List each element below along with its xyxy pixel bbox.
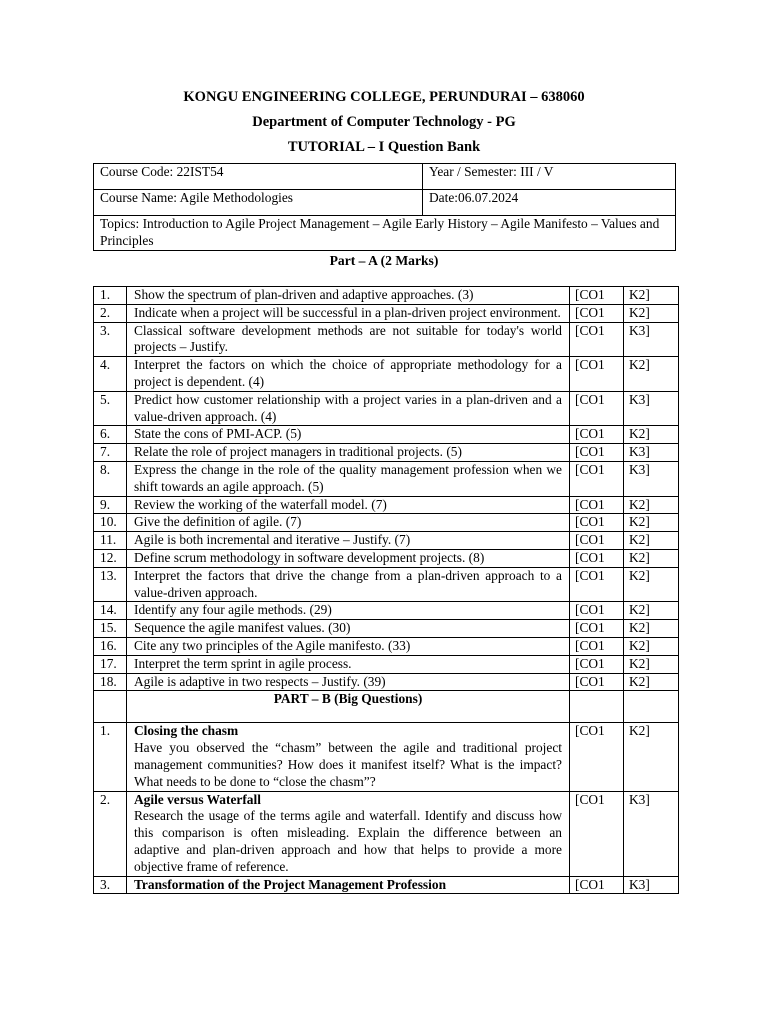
question-text: Interpret the factors that drive the change from a plan-driven approach to a value-driven approach. bbox=[127, 567, 570, 602]
question-number: 4. bbox=[94, 357, 127, 392]
question-row bbox=[94, 637, 679, 655]
question-text: State the cons of PMI-ACP. (5) bbox=[127, 426, 570, 444]
question-text: Predict how customer relationship with a project varies in a plan-driven and a value-driven approach. (4) bbox=[127, 391, 570, 426]
question-number: 13. bbox=[94, 567, 127, 602]
year-semester: Year / Semester: III / V bbox=[423, 164, 676, 190]
part-b-title: PART – B (Big Questions) bbox=[127, 691, 570, 723]
course-date: Date:06.07.2024 bbox=[423, 190, 676, 216]
knowledge-level: K2] bbox=[624, 637, 679, 655]
big-question-row bbox=[94, 723, 679, 791]
question-table bbox=[93, 286, 679, 894]
course-outcome: [CO1 bbox=[570, 567, 624, 602]
question-number: 15. bbox=[94, 620, 127, 638]
part-b-heading-row-group bbox=[94, 691, 679, 723]
question-row bbox=[94, 304, 679, 322]
course-outcome: [CO1 bbox=[570, 602, 624, 620]
question-text: Show the spectrum of plan-driven and adaptive approaches. (3) bbox=[127, 287, 570, 305]
knowledge-level: K3] bbox=[624, 791, 679, 876]
question-number: 9. bbox=[94, 496, 127, 514]
question-number: 5. bbox=[94, 391, 127, 426]
course-outcome: [CO1 bbox=[570, 391, 624, 426]
question-row bbox=[94, 620, 679, 638]
knowledge-level: K2] bbox=[624, 532, 679, 550]
question-row bbox=[94, 357, 679, 392]
question-text: Give the definition of agile. (7) bbox=[127, 514, 570, 532]
knowledge-level: K2] bbox=[624, 357, 679, 392]
knowledge-level: K3] bbox=[624, 322, 679, 357]
course-outcome: [CO1 bbox=[570, 723, 624, 791]
question-number: 8. bbox=[94, 461, 127, 496]
course-outcome: [CO1 bbox=[570, 532, 624, 550]
question-text: Identify any four agile methods. (29) bbox=[127, 602, 570, 620]
question-row bbox=[94, 549, 679, 567]
department-name: Department of Computer Technology - PG bbox=[252, 114, 516, 130]
knowledge-level: K2] bbox=[624, 287, 679, 305]
question-number: 1. bbox=[94, 723, 127, 791]
course-outcome: [CO1 bbox=[570, 496, 624, 514]
knowledge-level: K2] bbox=[624, 514, 679, 532]
question-row bbox=[94, 496, 679, 514]
question-text: Interpret the term sprint in agile process. bbox=[127, 655, 570, 673]
question-text: Agile is adaptive in two respects – Justify. (39) bbox=[127, 673, 570, 691]
big-question-row bbox=[94, 876, 679, 894]
question-row bbox=[94, 426, 679, 444]
course-outcome: [CO1 bbox=[570, 673, 624, 691]
course-info-table bbox=[93, 163, 676, 251]
question-row bbox=[94, 287, 679, 305]
college-name: KONGU ENGINEERING COLLEGE, PERUNDURAI – 638060 bbox=[183, 89, 585, 105]
knowledge-level: K3] bbox=[624, 391, 679, 426]
question-text: Review the working of the waterfall model. (7) bbox=[127, 496, 570, 514]
knowledge-level: K2] bbox=[624, 655, 679, 673]
question-number: 12. bbox=[94, 549, 127, 567]
question-text: Sequence the agile manifest values. (30) bbox=[127, 620, 570, 638]
knowledge-level: K2] bbox=[624, 602, 679, 620]
course-outcome: [CO1 bbox=[570, 322, 624, 357]
knowledge-level: K2] bbox=[624, 549, 679, 567]
question-row bbox=[94, 322, 679, 357]
knowledge-level: K2] bbox=[624, 304, 679, 322]
knowledge-level: K2] bbox=[624, 620, 679, 638]
question-heading: Agile versus Waterfall bbox=[134, 791, 261, 807]
course-outcome: [CO1 bbox=[570, 426, 624, 444]
part-b-heading-row bbox=[94, 691, 679, 723]
question-number: 2. bbox=[94, 791, 127, 876]
question-number: 10. bbox=[94, 514, 127, 532]
question-number: 18. bbox=[94, 673, 127, 691]
question-text: Define scrum methodology in software development projects. (8) bbox=[127, 549, 570, 567]
part-a-title: Part – A (2 Marks) bbox=[329, 253, 439, 268]
knowledge-level: K3] bbox=[624, 444, 679, 462]
question-number: 17. bbox=[94, 655, 127, 673]
question-text: Agile is both incremental and iterative – Justify. (7) bbox=[127, 532, 570, 550]
knowledge-level: K2] bbox=[624, 426, 679, 444]
question-number: 16. bbox=[94, 637, 127, 655]
question-number: 3. bbox=[94, 322, 127, 357]
course-topics: Topics: Introduction to Agile Project Management – Agile Early History – Agile Manifesto – Values and Principles bbox=[94, 216, 676, 251]
knowledge-level: K2] bbox=[624, 496, 679, 514]
knowledge-level: K2] bbox=[624, 723, 679, 791]
question-text: Interpret the factors on which the choice of appropriate methodology for a project is dependent. (4) bbox=[127, 357, 570, 392]
question-text: Indicate when a project will be successful in a plan-driven project environment. bbox=[127, 304, 570, 322]
course-outcome: [CO1 bbox=[570, 304, 624, 322]
question-body: Research the usage of the terms agile and waterfall. Identify and discuss how this comparison is often misleading. Explain the difference between an adaptive and plan-driven approach and how that helps to provide a more objective frame of reference. bbox=[134, 808, 562, 874]
question-row bbox=[94, 391, 679, 426]
course-outcome: [CO1 bbox=[570, 549, 624, 567]
course-outcome: [CO1 bbox=[570, 514, 624, 532]
question-text: Classical software development methods are not suitable for today's world projects – Justify. bbox=[127, 322, 570, 357]
knowledge-level: K3] bbox=[624, 461, 679, 496]
part-a-questions bbox=[94, 287, 679, 691]
course-outcome: [CO1 bbox=[570, 357, 624, 392]
question-row bbox=[94, 673, 679, 691]
course-outcome: [CO1 bbox=[570, 444, 624, 462]
question-row bbox=[94, 444, 679, 462]
question-number: 14. bbox=[94, 602, 127, 620]
question-body: Have you observed the “chasm” between the agile and traditional project management communities? How does it manifest itself? What is the impact? What needs to be done to “close the chasm”? bbox=[134, 740, 562, 789]
course-outcome: [CO1 bbox=[570, 637, 624, 655]
course-name: Course Name: Agile Methodologies bbox=[94, 190, 423, 216]
question-text: Express the change in the role of the quality management profession when we shift towards an agile approach. (5) bbox=[127, 461, 570, 496]
question-number: 11. bbox=[94, 532, 127, 550]
document-title: TUTORIAL – I Question Bank bbox=[287, 139, 481, 155]
question-row bbox=[94, 532, 679, 550]
course-outcome: [CO1 bbox=[570, 655, 624, 673]
question-row bbox=[94, 461, 679, 496]
question-text: Relate the role of project managers in traditional projects. (5) bbox=[127, 444, 570, 462]
question-number: 2. bbox=[94, 304, 127, 322]
course-outcome: [CO1 bbox=[570, 620, 624, 638]
question-row bbox=[94, 567, 679, 602]
knowledge-level: K2] bbox=[624, 673, 679, 691]
question-text bbox=[127, 791, 570, 876]
question-row bbox=[94, 655, 679, 673]
knowledge-level: K2] bbox=[624, 567, 679, 602]
question-number: 7. bbox=[94, 444, 127, 462]
big-question-row bbox=[94, 791, 679, 876]
question-text: Cite any two principles of the Agile manifesto. (33) bbox=[127, 637, 570, 655]
question-text bbox=[127, 876, 570, 894]
course-outcome: [CO1 bbox=[570, 461, 624, 496]
part-b-questions bbox=[94, 723, 679, 894]
course-outcome: [CO1 bbox=[570, 287, 624, 305]
question-heading: Closing the chasm bbox=[134, 723, 239, 739]
question-row bbox=[94, 602, 679, 620]
knowledge-level: K3] bbox=[624, 876, 679, 894]
question-row bbox=[94, 514, 679, 532]
course-outcome: [CO1 bbox=[570, 791, 624, 876]
question-number: 1. bbox=[94, 287, 127, 305]
question-text bbox=[127, 723, 570, 791]
question-heading: Transformation of the Project Management Profession bbox=[134, 876, 447, 892]
question-number: 3. bbox=[94, 876, 127, 894]
question-number: 6. bbox=[94, 426, 127, 444]
course-outcome: [CO1 bbox=[570, 876, 624, 894]
course-code: Course Code: 22IST54 bbox=[94, 164, 423, 190]
